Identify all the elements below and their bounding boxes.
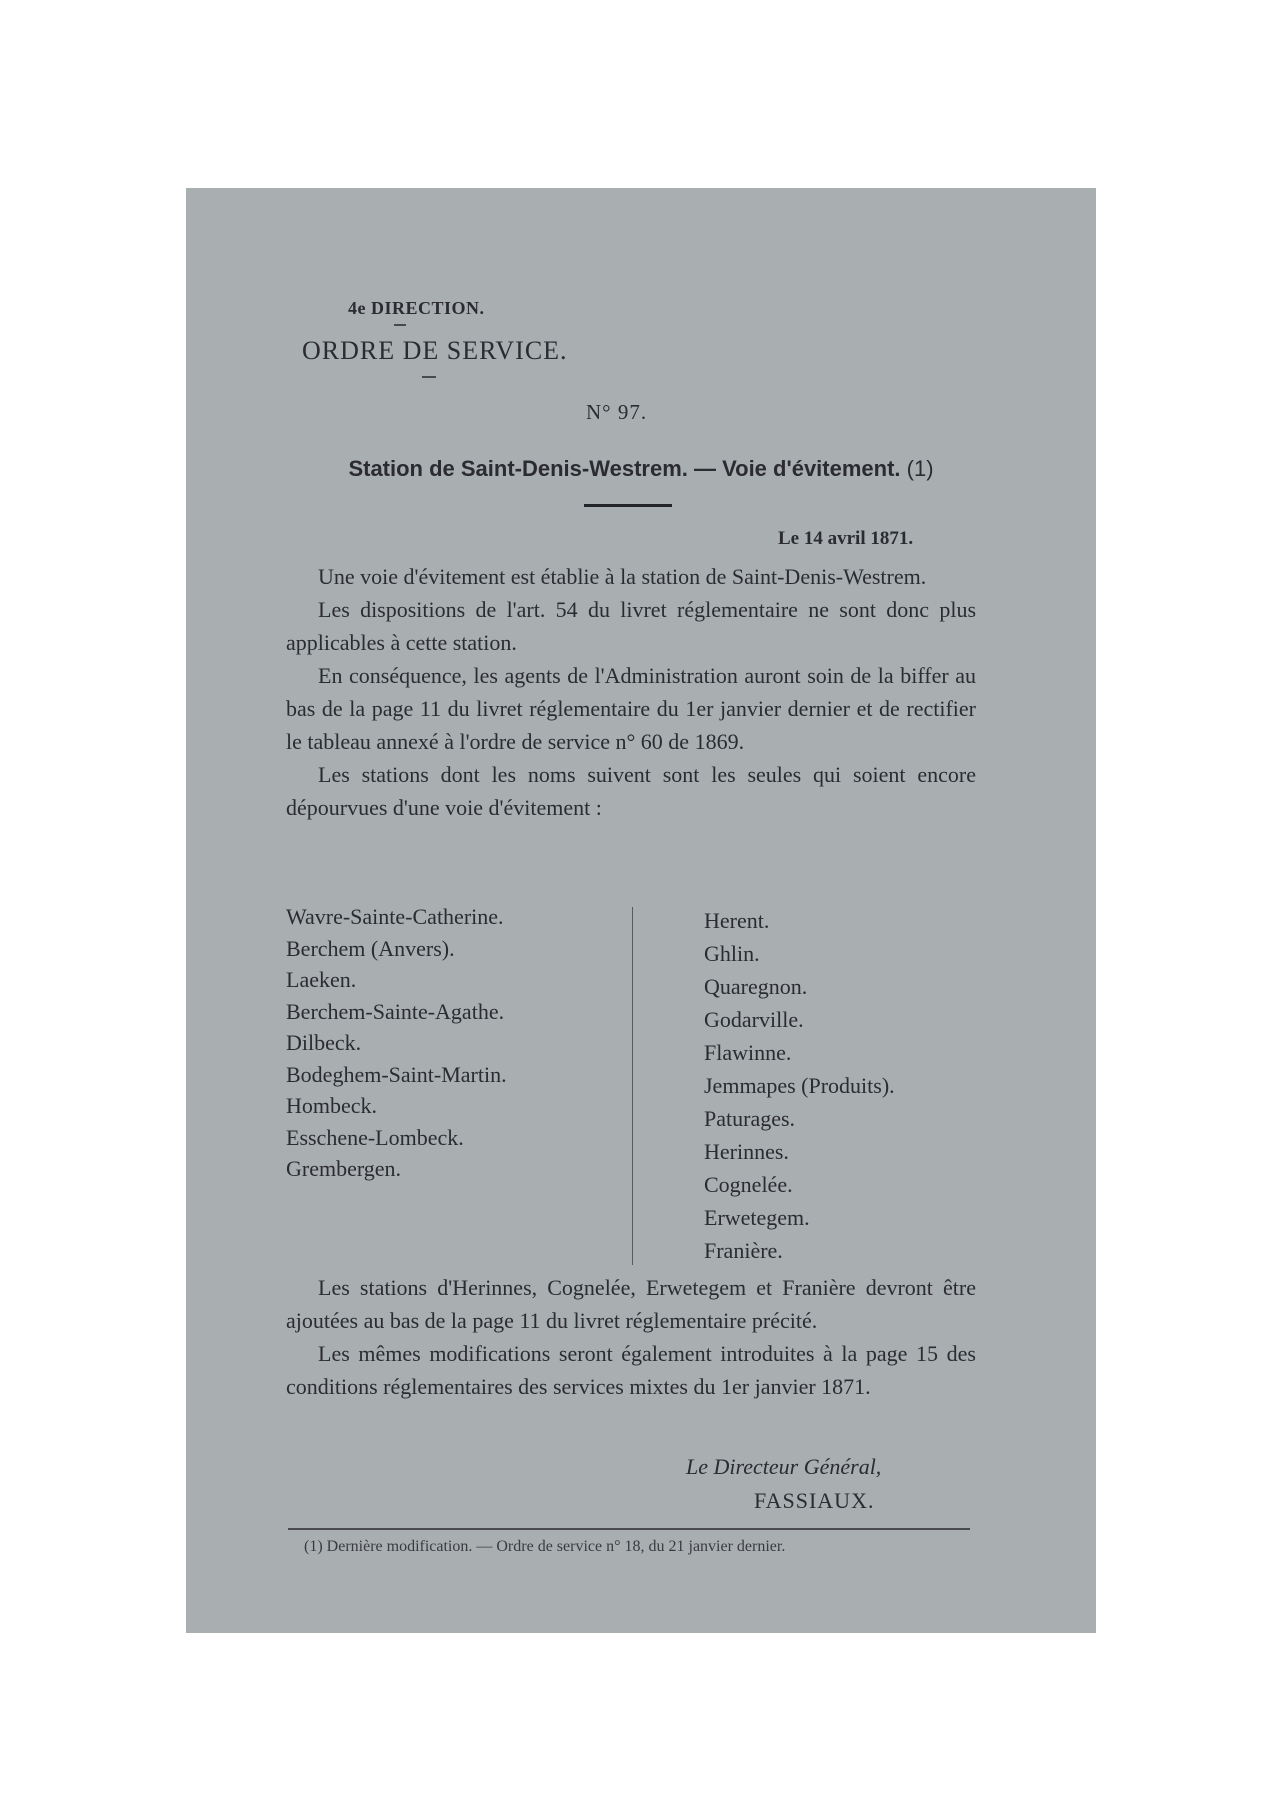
document-date: Le 14 avril 1871. — [778, 528, 914, 549]
station-item: Berchem-Sainte-Agathe. — [286, 998, 505, 1024]
station-item: Ghlin. — [704, 941, 760, 966]
direction-heading: 4e DIRECTION. — [348, 298, 485, 318]
title-rule — [584, 504, 672, 507]
station-item: Cognelée. — [704, 1172, 793, 1197]
paragraph: Une voie d'évitement est établie à la station de Saint-Denis-Westrem. — [318, 564, 927, 589]
station-item: Hombeck. — [286, 1093, 378, 1118]
document-page — [186, 188, 1096, 1633]
station-column-left — [286, 901, 616, 1185]
footnote: (1) Dernière modification. — Ordre de service n° 18, du 21 janvier dernier. — [304, 1538, 786, 1555]
station-item: Berchem (Anvers). — [286, 935, 455, 961]
paragraph: Les mêmes modifications seront également introduites à la page 15 des conditions réglementaires des services mixtes du 1er janvier 1871. — [286, 1341, 976, 1399]
station-item: Wavre-Sainte-Catherine. — [286, 904, 504, 929]
station-list — [286, 901, 986, 1271]
station-item: Herinnes. — [704, 1139, 789, 1164]
body-text — [286, 560, 976, 824]
paragraph: En conséquence, les agents de l'Administration auront soin de la biffer au bas de la page 11 du livret réglementaire du 1er janvier dernier et de rectifier le tableau annexé à l'ordre de service n° 60 de 1869. — [286, 663, 976, 754]
header-dash — [422, 376, 436, 378]
header-dash — [394, 324, 406, 326]
footnote-reference: (1) — [906, 456, 934, 481]
station-item: Jemmapes (Produits). — [704, 1073, 895, 1098]
station-item: Laeken. — [286, 967, 357, 992]
ordre-de-service-heading: ORDRE DE SERVICE. — [302, 336, 568, 365]
footnote-rule — [288, 1528, 970, 1530]
station-column-right — [704, 904, 984, 1267]
paragraph: Les dispositions de l'art. 54 du livret réglementaire ne sont donc plus applicables à cette station. — [286, 597, 976, 655]
order-number: N° 97. — [586, 400, 648, 424]
paragraph: Les stations d'Herinnes, Cognelée, Erwetegem et Franière devront être ajoutées au bas de la page 11 du livret réglementaire précité. — [286, 1275, 976, 1333]
station-item: Grembergen. — [286, 1156, 402, 1181]
document-title — [186, 456, 1096, 482]
station-item: Dilbeck. — [286, 1030, 362, 1055]
station-item: Erwetegem. — [704, 1205, 810, 1230]
station-item: Flawinne. — [704, 1040, 792, 1065]
paragraph: Les stations dont les noms suivent sont les seules qui soient encore dépourvues d'une voie d'évitement : — [286, 762, 976, 820]
column-divider — [632, 907, 633, 1265]
station-item: Franière. — [704, 1238, 783, 1263]
station-item: Esschene-Lombeck. — [286, 1124, 464, 1150]
station-item: Herent. — [704, 908, 770, 933]
station-item: Paturages. — [704, 1106, 796, 1131]
closing-text — [286, 1271, 976, 1403]
signature-title: Le Directeur Général, — [686, 1454, 882, 1479]
document-title-text: Station de Saint-Denis-Westrem. — Voie d'évitement. — [348, 456, 901, 481]
station-item: Quaregnon. — [704, 974, 808, 999]
station-item: Bodeghem-Saint-Martin. — [286, 1061, 507, 1087]
station-item: Godarville. — [704, 1007, 804, 1032]
signature-name: FASSIAUX. — [754, 1488, 875, 1513]
